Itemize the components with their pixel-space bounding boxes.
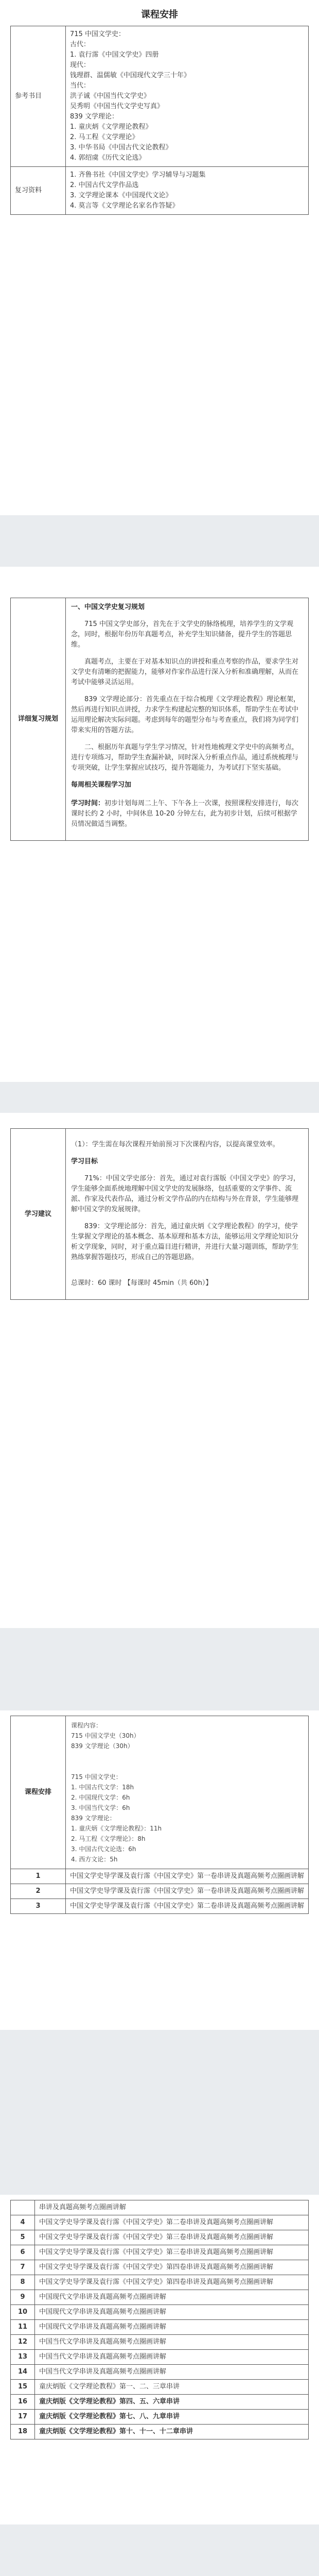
session-number: 16 bbox=[11, 2395, 35, 2410]
ref-line: 3. 中华书局《中国古代文论教程》 bbox=[70, 144, 172, 151]
session-number: 13 bbox=[11, 2350, 35, 2365]
review-content bbox=[66, 167, 309, 215]
plan-heading: 一、中国文学史复习规划 bbox=[71, 603, 145, 611]
session-text: 中国文学史导学课及袁行霈《中国文学史》第三卷串讲及真题高频考点圈画讲解 bbox=[35, 2230, 309, 2245]
session-number: 10 bbox=[11, 2305, 35, 2320]
session-number: 4 bbox=[11, 2215, 35, 2230]
review-label: 复习资料 bbox=[11, 167, 66, 215]
session-text: 中国文学史导学课及袁行霈《中国文学史》第四卷串讲及真题高频考点圈画讲解 bbox=[35, 2260, 309, 2275]
session-text: 童庆炳版《文学理论教程》第四、五、六章串讲 bbox=[35, 2395, 309, 2410]
plan-note: 每周相关课程学习加 bbox=[71, 781, 132, 789]
plan-para: 真题考点，主要在于对基本知识点的讲授和重点考察的作品，要求学生对文学史有清晰的把握能力，能够对作家作品进行深入分析和准确理解，从而在考试中能够灵活运用。 bbox=[71, 658, 299, 686]
review-line: 1. 齐鲁书社《中国文学史》学习辅导与习题集 bbox=[70, 171, 206, 179]
session-number: 8 bbox=[11, 2275, 35, 2290]
hours-content bbox=[66, 1716, 309, 1869]
session-text: 中国当代文学串讲及真题高频考点圈画讲解 bbox=[35, 2335, 309, 2350]
session-number: 6 bbox=[11, 2245, 35, 2260]
advice-content bbox=[66, 1129, 309, 1300]
advice-total-note: 【每课时 45min（共 60h）】 bbox=[123, 1279, 212, 1287]
ref-line: 当代： bbox=[70, 82, 91, 90]
hours-line: 839 文学理论： bbox=[71, 1815, 116, 1822]
plan-time-text: 初步计划每周二上午、下午各上一次课，按照课程安排进行，每次课时长约 2 小时，中间休息 10-20 分钟左右，此为初步计划，后续可根据学员情况做适当调整。 bbox=[71, 800, 299, 828]
session-number: 15 bbox=[11, 2380, 35, 2395]
ref-line: 钱理群、温儒敏《中国现代文学三十年》 bbox=[70, 72, 191, 79]
session-text: 中国现代文学串讲及真题高频考点圈画讲解 bbox=[35, 2320, 309, 2335]
session-number: 11 bbox=[11, 2320, 35, 2335]
advice-label: 学习建议 bbox=[11, 1129, 66, 1300]
ref-line: 4. 郭绍虞《历代文论选》 bbox=[70, 154, 146, 162]
review-line: 4. 莫言等《文学理论名家名作答疑》 bbox=[70, 202, 179, 210]
page-gap bbox=[0, 2524, 319, 2576]
hours-line: 839 文学理论（30h） bbox=[71, 1742, 134, 1750]
ref-line: 古代： bbox=[70, 41, 91, 48]
plan-para: 715 中国文学史部分，首先在于文学史的脉络梳理，培养学生的文学观念，同时，根据年份历年真题考点，补充学生知识储备，提升学生的答题思维。 bbox=[71, 620, 293, 649]
session-number: 14 bbox=[11, 2365, 35, 2380]
session-text: 中国文学史导学课及袁行霈《中国文学史》第四卷串讲及真题高频考点圈画讲解 bbox=[35, 2275, 309, 2290]
ref-line: 715 中国文学史： bbox=[70, 30, 125, 38]
session-number bbox=[11, 2200, 35, 2215]
plan-label: 详细复习规划 bbox=[11, 598, 66, 841]
session-number: 7 bbox=[11, 2260, 35, 2275]
plan-table bbox=[10, 598, 309, 841]
ref-books-table bbox=[10, 26, 309, 215]
plan-time-label: 学习时间： bbox=[71, 800, 105, 807]
session-text: 中国文学史导学课及袁行霈《中国文学史》第一卷串讲及真题高频考点圈画讲解 bbox=[66, 1884, 309, 1899]
hours-line: 4. 西方文论：5h bbox=[71, 1856, 118, 1863]
ref-line: 1. 童庆炳《文学理论教程》 bbox=[70, 123, 152, 131]
hours-line: 715 中国文学史： bbox=[71, 1773, 122, 1781]
ref-line: 1. 袁行霈《中国文学史》四册 bbox=[70, 51, 159, 59]
ref-line: 吴秀明《中国当代文学史写真》 bbox=[70, 103, 164, 110]
ref-books-content bbox=[66, 26, 309, 167]
hours-line: 课程内容： bbox=[71, 1722, 102, 1729]
hours-line: 2. 中国现代文学：6h bbox=[71, 1794, 130, 1801]
page-gap bbox=[0, 515, 319, 567]
review-line: 2. 中国古代文学作品选 bbox=[70, 181, 139, 189]
session-number: 17 bbox=[11, 2410, 35, 2425]
advice-para: 71%：中国文学史部分：首先，通过对袁行霈版《中国文学史》的学习，学生能够全面系统地理解中国文学史的发展脉络，包括重要的文学事件、流派、作家及代表作品，通过分析文学作品的内在结构与外在背景，学生能够理解中国文学的发展规律。 bbox=[71, 1175, 300, 1213]
session-text: 中国当代文学串讲及真题高频考点圈画讲解 bbox=[35, 2365, 309, 2380]
ref-line: 现代： bbox=[70, 61, 91, 69]
session-number: 1 bbox=[11, 1869, 66, 1884]
advice-total: 总课时：60 课时 bbox=[71, 1279, 122, 1287]
session-text: 童庆炳版《文学理论教程》第一、二、三章串讲 bbox=[35, 2380, 309, 2395]
session-text: 童庆炳版《文学理论教程》第十、十一、十二章串讲 bbox=[35, 2425, 309, 2439]
hours-line: 715 中国文学史（30h） bbox=[71, 1732, 140, 1739]
hours-table bbox=[10, 1716, 309, 1914]
session-number: 3 bbox=[11, 1899, 66, 1914]
plan-para: 二、根据历年真题与学生学习情况，针对性地梳理文学史中的高频考点，进行专项练习，帮助学生查漏补缺，同时深入分析重点作品，通过系统梳理与专项突破，让学生掌握应试技巧，提升答题能力，为考试打下坚实基础。 bbox=[71, 743, 299, 772]
hours-line: 1. 中国古代文学：18h bbox=[71, 1784, 134, 1791]
page-gap bbox=[0, 1082, 319, 1113]
session-text: 中国现代文学串讲及真题高频考点圈画讲解 bbox=[35, 2305, 309, 2320]
hours-line bbox=[71, 1751, 303, 1761]
hours-label: 课程安排 bbox=[11, 1716, 66, 1869]
plan-content bbox=[66, 598, 309, 841]
hours-line: 3. 中国当代文学：6h bbox=[71, 1804, 130, 1811]
plan-para: 839 文学理论部分：首先重点在于综合梳理《文学理论教程》理论框架，然后再进行知识点讲授，力求学生构建起完整的知识体系，帮助学生在考试中运用理论解决实际问题。考虑到每年的题型分布与考查重点，我们将为同学们带来实用的答题方法。 bbox=[71, 696, 300, 734]
session-text: 中国文学史导学课及袁行霈《中国文学史》第一卷串讲及真题高频考点圈画讲解 bbox=[66, 1869, 309, 1884]
sessions-table bbox=[10, 2200, 309, 2439]
ref-line: 2. 马工程《文学理论》 bbox=[70, 133, 139, 141]
advice-para: 839：文学理论部分：首先，通过童庆炳《文学理论教程》的学习，使学生掌握文学理论的基本概念、基本原理和基本方法，能够运用文学理论知识分析文学现象，同时，对于重点篇目进行精讲，并进行大量习题训练，帮助学生熟练掌握答题技巧，形成自己的答题思路。 bbox=[71, 1223, 299, 1261]
page-gap bbox=[0, 2030, 319, 2195]
review-line: 3. 文学理论课本《中国现代文论》 bbox=[70, 192, 172, 199]
session-number: 12 bbox=[11, 2335, 35, 2350]
advice-heading: 学习目标 bbox=[71, 1158, 98, 1165]
session-text: 中国文学史导学课及袁行霈《中国文学史》第二卷串讲及真题高频考点圈画讲解 bbox=[35, 2215, 309, 2230]
session-text: 中国文学史导学课及袁行霈《中国文学史》第三卷串讲及真题高频考点圈画讲解 bbox=[35, 2245, 309, 2260]
ref-books-label: 参考书目 bbox=[11, 26, 66, 167]
page-gap bbox=[0, 1628, 319, 1710]
session-number: 9 bbox=[11, 2290, 35, 2305]
session-text: 童庆炳版《文学理论教程》第七、八、九章串讲 bbox=[35, 2410, 309, 2425]
page-title: 课程安排 bbox=[141, 9, 178, 20]
advice-table bbox=[10, 1128, 309, 1300]
ref-line: 洪子诚《中国当代文学史》 bbox=[70, 92, 151, 100]
session-text: 中国当代文学串讲及真题高频考点圈画讲解 bbox=[35, 2350, 309, 2365]
session-number: 2 bbox=[11, 1884, 66, 1899]
ref-line: 839 文学理论： bbox=[70, 113, 118, 121]
hours-line bbox=[71, 1761, 303, 1772]
session-text: 中国文学史导学课及袁行霈《中国文学史》第二卷串讲及真题高频考点圈画讲解 bbox=[66, 1899, 309, 1914]
session-text: 中国现代文学串讲及真题高频考点圈画讲解 bbox=[35, 2290, 309, 2305]
advice-intro: （1）：学生需在每次课程开始前预习下次课程内容，以提高课堂效率。 bbox=[71, 1141, 279, 1148]
hours-line: 3. 中国古代文论选：6h bbox=[71, 1845, 136, 1853]
hours-line: 2. 马工程《文学理论》：8h bbox=[71, 1835, 146, 1842]
hours-line: 1. 童庆炳《文学理论教程》：11h bbox=[71, 1825, 162, 1832]
session-number: 5 bbox=[11, 2230, 35, 2245]
session-number: 18 bbox=[11, 2425, 35, 2439]
session-text: 串讲及真题高频考点圈画讲解 bbox=[35, 2200, 309, 2215]
